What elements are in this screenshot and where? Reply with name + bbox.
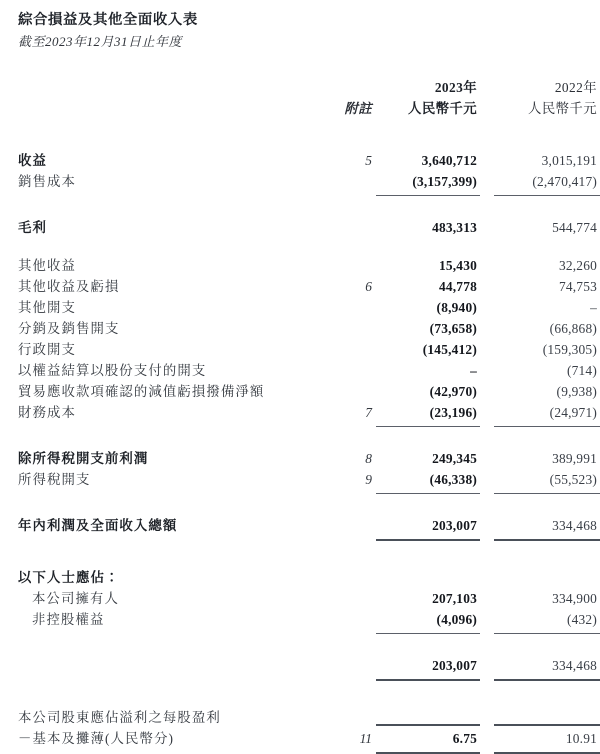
- cell-gap: [480, 217, 494, 238]
- column-header-unit-2022: 人民幣千元: [528, 100, 597, 116]
- row-value-share-based-payment-2022: (714): [566, 362, 597, 378]
- row-value-administrative-2022: (159,305): [542, 341, 597, 357]
- cell-gap: [480, 588, 494, 609]
- row-note-gross-profit: [330, 217, 376, 238]
- cell-gap: [480, 515, 494, 536]
- cell-gap: [480, 255, 494, 276]
- row-label-gross-profit: 毛利: [18, 219, 47, 235]
- row-note-profit-for-year: [330, 515, 376, 536]
- row-note-other-expenses: [330, 297, 376, 318]
- column-header-unit-2023: 人民幣千元: [408, 100, 477, 116]
- row-value-non-controlling-interests-2023: (4,096): [376, 609, 480, 630]
- table-row-non-controlling-interests: [0, 609, 600, 630]
- row-value-impairment-trade-receivables-2023: (42,970): [429, 383, 477, 399]
- row-value-share-based-payment-2023: –: [470, 362, 477, 378]
- header-blank-2: [0, 98, 330, 119]
- row-value-profit-for-year-2023: 203,007: [376, 515, 480, 536]
- cell-gap: [480, 469, 494, 490]
- row-label-eps-header: 本公司股東應佔溢利之每股盈利: [18, 709, 221, 725]
- row-value-profit-before-tax-2023: 249,345: [432, 450, 477, 466]
- cell-gap: [480, 655, 494, 676]
- table-row-distribution-selling: [0, 318, 600, 339]
- row-value-cost-of-sales-2023: (3,157,399): [376, 171, 480, 192]
- cell-gap: [480, 381, 494, 402]
- row-label-attributable-total: [0, 655, 330, 676]
- row-value-finance-costs-2022: (24,971): [494, 402, 600, 423]
- cell-gap: [480, 339, 494, 360]
- row-value-profit-for-year-2022: 334,468: [494, 515, 600, 536]
- row-value-eps-basic-diluted-2022: 10.91: [494, 728, 600, 749]
- income-statement-table: [0, 68, 600, 749]
- header-blank-note: [330, 77, 376, 98]
- row-label-finance-costs: 財務成本: [18, 404, 76, 420]
- cell-gap: [480, 402, 494, 423]
- row-value-gross-profit-2023: 483,313: [432, 219, 477, 235]
- table-row-other-income: [0, 255, 600, 276]
- cell-gap: [480, 728, 494, 749]
- spacer: [0, 68, 600, 77]
- row-label-profit-before-tax: 除所得稅開支前利潤: [18, 450, 149, 466]
- table-row-attributable-total: [0, 655, 600, 676]
- table-header-units: [0, 98, 600, 119]
- table-row-other-expenses: [0, 297, 600, 318]
- cell-gap: [480, 171, 494, 192]
- row-note-other-gains-losses: 6: [365, 278, 372, 294]
- table-header-years: [0, 77, 600, 98]
- table-row-finance-costs: [0, 402, 600, 423]
- row-value-eps-basic-diluted-2023: 6.75: [376, 728, 480, 749]
- table-row-gross-profit: [0, 217, 600, 238]
- row-value-attributable-total-2022: 334,468: [494, 655, 600, 676]
- row-note-share-based-payment: [330, 360, 376, 381]
- row-label-impairment-trade-receivables: 貿易應收款項確認的減值虧損撥備淨額: [18, 383, 265, 399]
- row-label-revenue: 收益: [18, 152, 47, 168]
- row-label-other-gains-losses: 其他收益及虧損: [18, 278, 120, 294]
- row-label-income-tax: 所得稅開支: [18, 471, 91, 487]
- table-row-profit-before-tax: [0, 448, 600, 469]
- table-row-eps-basic-diluted: [0, 728, 600, 749]
- row-note-finance-costs: 7: [365, 404, 372, 420]
- row-label-administrative: 行政開支: [18, 341, 76, 357]
- cell-gap: [480, 567, 494, 588]
- table-row-share-based-payment: [0, 360, 600, 381]
- row-note-impairment-trade-receivables: [330, 381, 376, 402]
- row-label-other-income: 其他收益: [18, 257, 76, 273]
- header-gap-2: [480, 98, 494, 119]
- row-value-profit-before-tax-2022: 389,991: [552, 450, 597, 466]
- row-label-share-based-payment: 以權益結算以股份支付的開支: [18, 362, 207, 378]
- column-header-note: 附註: [344, 100, 372, 116]
- row-value-income-tax-2023: (46,338): [376, 469, 480, 490]
- row-value-attributable-header-2023: [376, 567, 480, 588]
- spacer: [0, 238, 600, 255]
- row-note-cost-of-sales: [330, 171, 376, 192]
- table-row-administrative: [0, 339, 600, 360]
- cell-gap: [480, 297, 494, 318]
- row-note-income-tax: 9: [365, 471, 372, 487]
- row-value-distribution-selling-2023: (73,658): [429, 320, 477, 336]
- row-value-finance-costs-2023: (23,196): [376, 402, 480, 423]
- row-value-other-gains-losses-2023: 44,778: [438, 278, 477, 294]
- row-note-profit-before-tax: 8: [365, 450, 372, 466]
- table-row-impairment-trade-receivables: [0, 381, 600, 402]
- table-row-attributable-header: [0, 567, 600, 588]
- row-value-revenue-2022: 3,015,191: [541, 152, 597, 168]
- row-note-eps-header: [330, 707, 376, 728]
- table-row-cost-of-sales: [0, 171, 600, 192]
- row-value-income-tax-2022: (55,523): [494, 469, 600, 490]
- row-note-non-controlling-interests: [330, 609, 376, 630]
- row-label-owners-of-company: 本公司擁有人: [32, 590, 119, 606]
- row-note-attributable-header: [330, 567, 376, 588]
- row-label-eps-basic-diluted: －基本及攤薄(人民幣分): [18, 730, 175, 746]
- cell-gap: [480, 360, 494, 381]
- column-header-year-2022: 2022年: [554, 79, 597, 95]
- row-note-attributable-total: [330, 655, 376, 676]
- cell-gap: [480, 150, 494, 171]
- row-value-distribution-selling-2022: (66,868): [549, 320, 597, 336]
- row-value-other-income-2022: 32,260: [558, 257, 597, 273]
- row-note-other-income: [330, 255, 376, 276]
- row-value-attributable-header-2022: [494, 567, 600, 588]
- cell-gap: [480, 448, 494, 469]
- row-value-gross-profit-2022: 544,774: [552, 219, 597, 235]
- row-value-owners-of-company-2023: 207,103: [432, 590, 477, 606]
- row-label-non-controlling-interests: 非控股權益: [32, 611, 105, 627]
- row-note-distribution-selling: [330, 318, 376, 339]
- cell-gap: [480, 318, 494, 339]
- row-value-other-gains-losses-2022: 74,753: [558, 278, 597, 294]
- row-label-distribution-selling: 分銷及銷售開支: [18, 320, 120, 336]
- cell-gap: [480, 276, 494, 297]
- document-heading: [0, 0, 600, 52]
- spacer: [0, 119, 600, 150]
- row-value-attributable-total-2023: 203,007: [376, 655, 480, 676]
- table-row-profit-for-year: [0, 515, 600, 536]
- row-value-other-income-2023: 15,430: [438, 257, 477, 273]
- row-value-other-expenses-2023: (8,940): [436, 299, 477, 315]
- table-row-other-gains-losses: [0, 276, 600, 297]
- row-note-owners-of-company: [330, 588, 376, 609]
- cell-gap: [480, 609, 494, 630]
- row-value-owners-of-company-2022: 334,900: [552, 590, 597, 606]
- table-row-owners-of-company: [0, 588, 600, 609]
- row-note-revenue: 5: [365, 152, 372, 168]
- row-value-cost-of-sales-2022: (2,470,417): [494, 171, 600, 192]
- row-note-administrative: [330, 339, 376, 360]
- row-value-non-controlling-interests-2022: (432): [494, 609, 600, 630]
- page-title: 綜合損益及其他全面收入表: [18, 12, 198, 28]
- cell-gap: [480, 707, 494, 728]
- row-value-revenue-2023: 3,640,712: [421, 152, 477, 168]
- row-value-other-expenses-2022: –: [590, 299, 597, 315]
- row-value-impairment-trade-receivables-2022: (9,938): [556, 383, 597, 399]
- row-label-attributable-header: 以下人士應佔：: [18, 569, 120, 585]
- header-gap: [480, 77, 494, 98]
- row-note-eps-basic-diluted: 11: [359, 730, 372, 746]
- row-label-cost-of-sales: 銷售成本: [18, 173, 76, 189]
- table-row-income-tax: [0, 469, 600, 490]
- header-blank: [0, 77, 330, 98]
- row-label-other-expenses: 其他開支: [18, 299, 76, 315]
- page-subtitle: 截至2023年12月31日止年度: [18, 34, 183, 50]
- row-label-profit-for-year: 年內利潤及全面收入總額: [18, 517, 178, 533]
- table-row-revenue: [0, 150, 600, 171]
- row-value-administrative-2023: (145,412): [422, 341, 477, 357]
- column-header-year-2023: 2023年: [434, 79, 477, 95]
